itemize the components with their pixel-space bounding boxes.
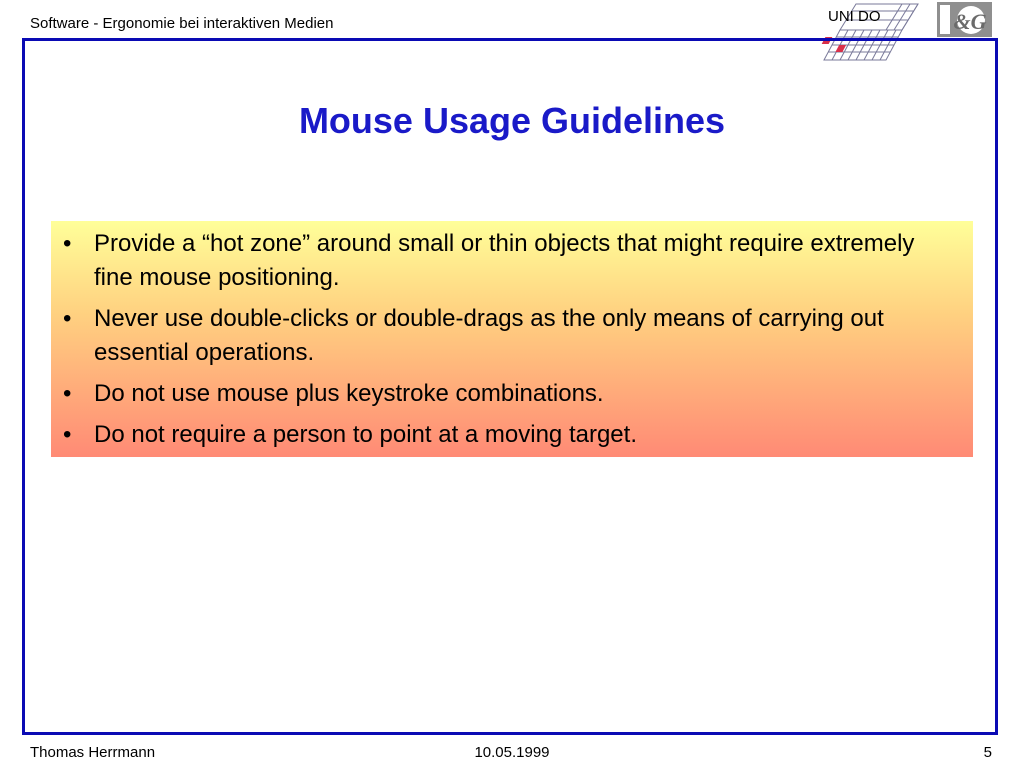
iug-logo	[937, 2, 992, 37]
bullet-icon: •	[63, 305, 72, 332]
list-item-text: Do not use mouse plus keystroke combinations.	[94, 380, 604, 407]
bullet-icon: •	[63, 421, 72, 448]
slide-title: Mouse Usage Guidelines	[298, 100, 726, 141]
guidelines-box	[51, 221, 973, 457]
list-item-text: Do not require a person to point at a moving target.	[94, 421, 637, 448]
footer-date: 10.05.1999	[474, 744, 550, 761]
footer-author: Thomas Herrmann	[30, 744, 156, 761]
iug-badge-icon	[937, 2, 992, 37]
list-item	[61, 302, 953, 370]
bullet-icon: •	[63, 380, 72, 407]
list-item	[61, 377, 953, 411]
list-item-text: Never use double-clicks or double-drags as the only means of carrying out essential operations.	[94, 305, 884, 366]
page-number: 5	[983, 744, 992, 761]
list-item-text: Provide a “hot zone” around small or thin objects that might require extremely fine mouse positioning.	[94, 230, 915, 291]
svg-text:&G: &G	[953, 9, 987, 34]
guidelines-list	[61, 227, 953, 452]
list-item	[61, 418, 953, 452]
list-item	[61, 227, 953, 295]
uni-do-label: UNI DO	[828, 8, 881, 25]
bullet-icon: •	[63, 230, 72, 257]
course-title: Software - Ergonomie bei interaktiven Medien	[30, 15, 334, 32]
